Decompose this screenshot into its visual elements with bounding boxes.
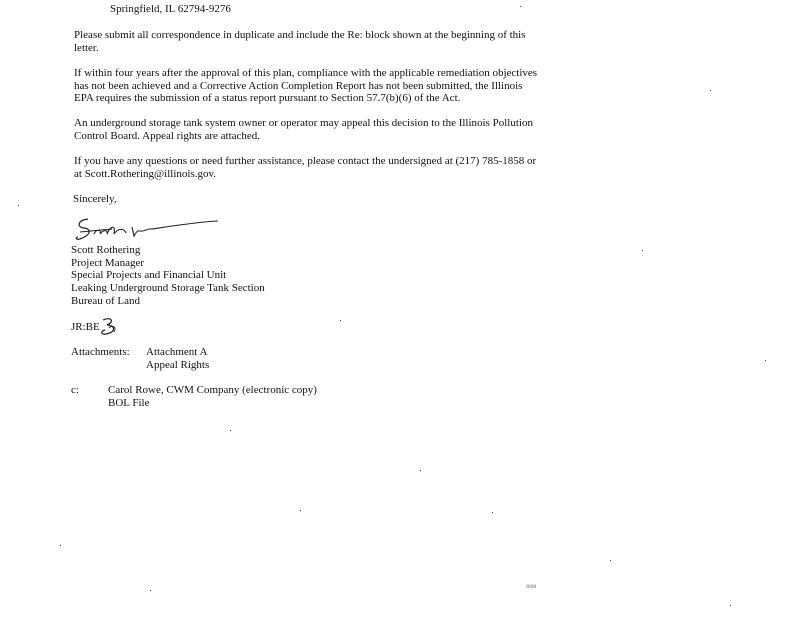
scan-speck <box>765 360 766 361</box>
address-line: Springfield, IL 62794-9276 <box>110 3 231 15</box>
paragraph-remediation <box>74 67 554 105</box>
scan-speck <box>710 90 711 91</box>
paragraph-contact <box>74 155 554 180</box>
paragraph-line: If you have any questions or need further assistance, please contact the undersigned at (217) 785-1858 or <box>74 155 537 167</box>
paragraph-line: If within four years after the approval of this plan, compliance with the applicable remediation objectives <box>74 67 538 79</box>
paragraph-line: at Scott.Rothering@illinois.gov. <box>74 167 217 180</box>
paragraph-line: Control Board. Appeal rights are attached. <box>74 129 261 142</box>
signer-bureau: Bureau of Land <box>71 295 141 307</box>
scan-speck <box>642 250 643 251</box>
paragraph-line: EPA requires the submission of a status report pursuant to Section 57.7(b)(6) of the Act. <box>74 92 461 105</box>
paragraph-correspondence <box>74 29 554 54</box>
scan-speck <box>60 545 61 546</box>
typist-initials: JR:BE <box>71 321 100 333</box>
cc-item: BOL File <box>108 397 150 409</box>
scan-speck <box>420 470 421 471</box>
scan-speck <box>230 430 231 431</box>
scan-speck <box>300 510 301 511</box>
scan-speck <box>492 512 493 513</box>
signer-title: Project Manager <box>71 257 144 269</box>
cc-item: Carol Rowe, CWM Company (electronic copy) <box>108 384 317 396</box>
signer-unit: Special Projects and Financial Unit <box>71 269 227 281</box>
paragraph-line: An underground storage tank system owner or operator may appeal this decision to the Illinois Pollution <box>74 117 533 129</box>
paragraph-line: has not been achieved and a Corrective Action Completion Report has not been submitted, the Illinois <box>74 79 523 92</box>
attachments-label: Attachments: <box>71 346 130 358</box>
attachment-item: Attachment A <box>146 346 208 358</box>
page-number: 00194 <box>526 585 536 590</box>
scan-speck <box>610 560 611 561</box>
scan-speck <box>520 6 521 7</box>
paragraph-line: letter. <box>74 41 99 54</box>
signature-image <box>72 212 222 242</box>
signer-name: Scott Rothering <box>71 244 141 256</box>
closing: Sincerely, <box>73 193 117 205</box>
scan-speck <box>730 605 731 606</box>
cc-label: c: <box>71 384 79 396</box>
handwritten-initials <box>97 316 121 338</box>
scan-speck <box>150 590 151 591</box>
paragraph-appeal <box>74 117 554 142</box>
scan-speck <box>340 320 341 321</box>
paragraph-line: Please submit all correspondence in duplicate and include the Re: block shown at the beginning of this <box>74 29 526 41</box>
attachment-item: Appeal Rights <box>146 359 210 371</box>
scan-speck <box>18 205 19 206</box>
signer-section: Leaking Underground Storage Tank Section <box>71 282 265 294</box>
